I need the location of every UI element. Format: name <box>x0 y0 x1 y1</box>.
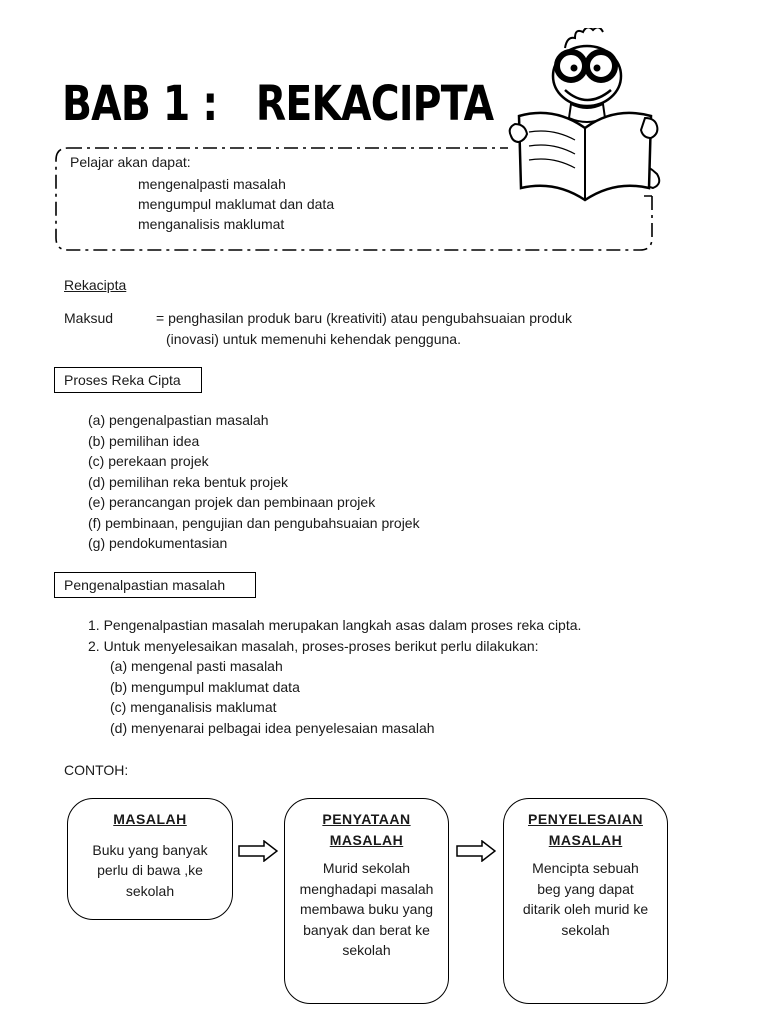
penyelesaian-body: Mencipta sebuah beg yang dapat ditarik oleh murid ke sekolah <box>522 860 649 938</box>
maksud-definition-line1: = penghasilan produk baru (kreativiti) atau pengubahsuaian produk <box>156 310 573 326</box>
list-item: (d) pemilihan reka bentuk projek <box>88 473 288 490</box>
maksud-definition-line2: (inovasi) untuk memenuhi kehendak pengguna. <box>166 331 461 347</box>
list-item: (g) pendokumentasian <box>88 535 228 551</box>
maksud-label: Maksud <box>64 310 114 326</box>
objective-item: menganalisis maklumat <box>138 216 285 232</box>
pengenalpastian-points <box>88 615 581 738</box>
list-item: (b) pemilihan idea <box>88 432 200 449</box>
proses-list <box>88 410 420 554</box>
list-item: 2. Untuk menyelesaikan masalah, proses-proses berikut perlu dilakukan: <box>88 637 539 654</box>
penyataan-title: PENYATAAN MASALAH <box>322 811 411 848</box>
list-item: (f) pembinaan, pengujian dan pengubahsuaian projek <box>88 514 420 531</box>
right-arrow-icon <box>238 840 278 862</box>
masalah-box <box>67 798 233 920</box>
proses-heading: Proses Reka Cipta <box>54 367 202 393</box>
list-item: (b) mengumpul maklumat data <box>110 678 300 695</box>
rekacipta-heading: Rekacipta <box>64 277 127 293</box>
objective-item: mengumpul maklumat dan data <box>138 196 335 212</box>
penyataan-masalah-box <box>284 798 449 1004</box>
list-item: (a) pengenalpastian masalah <box>88 412 269 428</box>
list-item: (c) menganalisis maklumat <box>110 699 277 715</box>
list-item: (e) perancangan projek dan pembinaan projek <box>88 494 376 510</box>
masalah-body: Buku yang banyak perlu di bawa ,ke sekolah <box>92 841 208 899</box>
list-item: 1. Pengenalpastian masalah merupakan langkah asas dalam proses reka cipta. <box>88 617 582 633</box>
penyataan-body: Murid sekolah menghadapi masalah membawa buku yang banyak dan berat ke sekolah <box>299 860 434 958</box>
objectives-box <box>54 146 654 252</box>
list-item: (d) menyenarai pelbagai idea penyelesaian masalah <box>110 719 435 736</box>
contoh-label: CONTOH: <box>64 762 129 778</box>
list-item: (a) mengenal pasti masalah <box>110 658 283 674</box>
right-arrow-icon <box>456 840 496 862</box>
penyelesaian-masalah-box <box>503 798 668 1004</box>
objective-item: mengenalpasti masalah <box>138 176 286 192</box>
pengenalpastian-heading: Pengenalpastian masalah <box>54 572 256 598</box>
objectives-intro: Pelajar akan dapat: <box>70 154 191 170</box>
masalah-title: MASALAH <box>113 811 187 827</box>
page-title: BAB 1 : REKACIPTA <box>62 76 494 132</box>
penyelesaian-title: PENYELESAIAN MASALAH <box>528 811 643 848</box>
list-item: (c) perekaan projek <box>88 453 209 469</box>
